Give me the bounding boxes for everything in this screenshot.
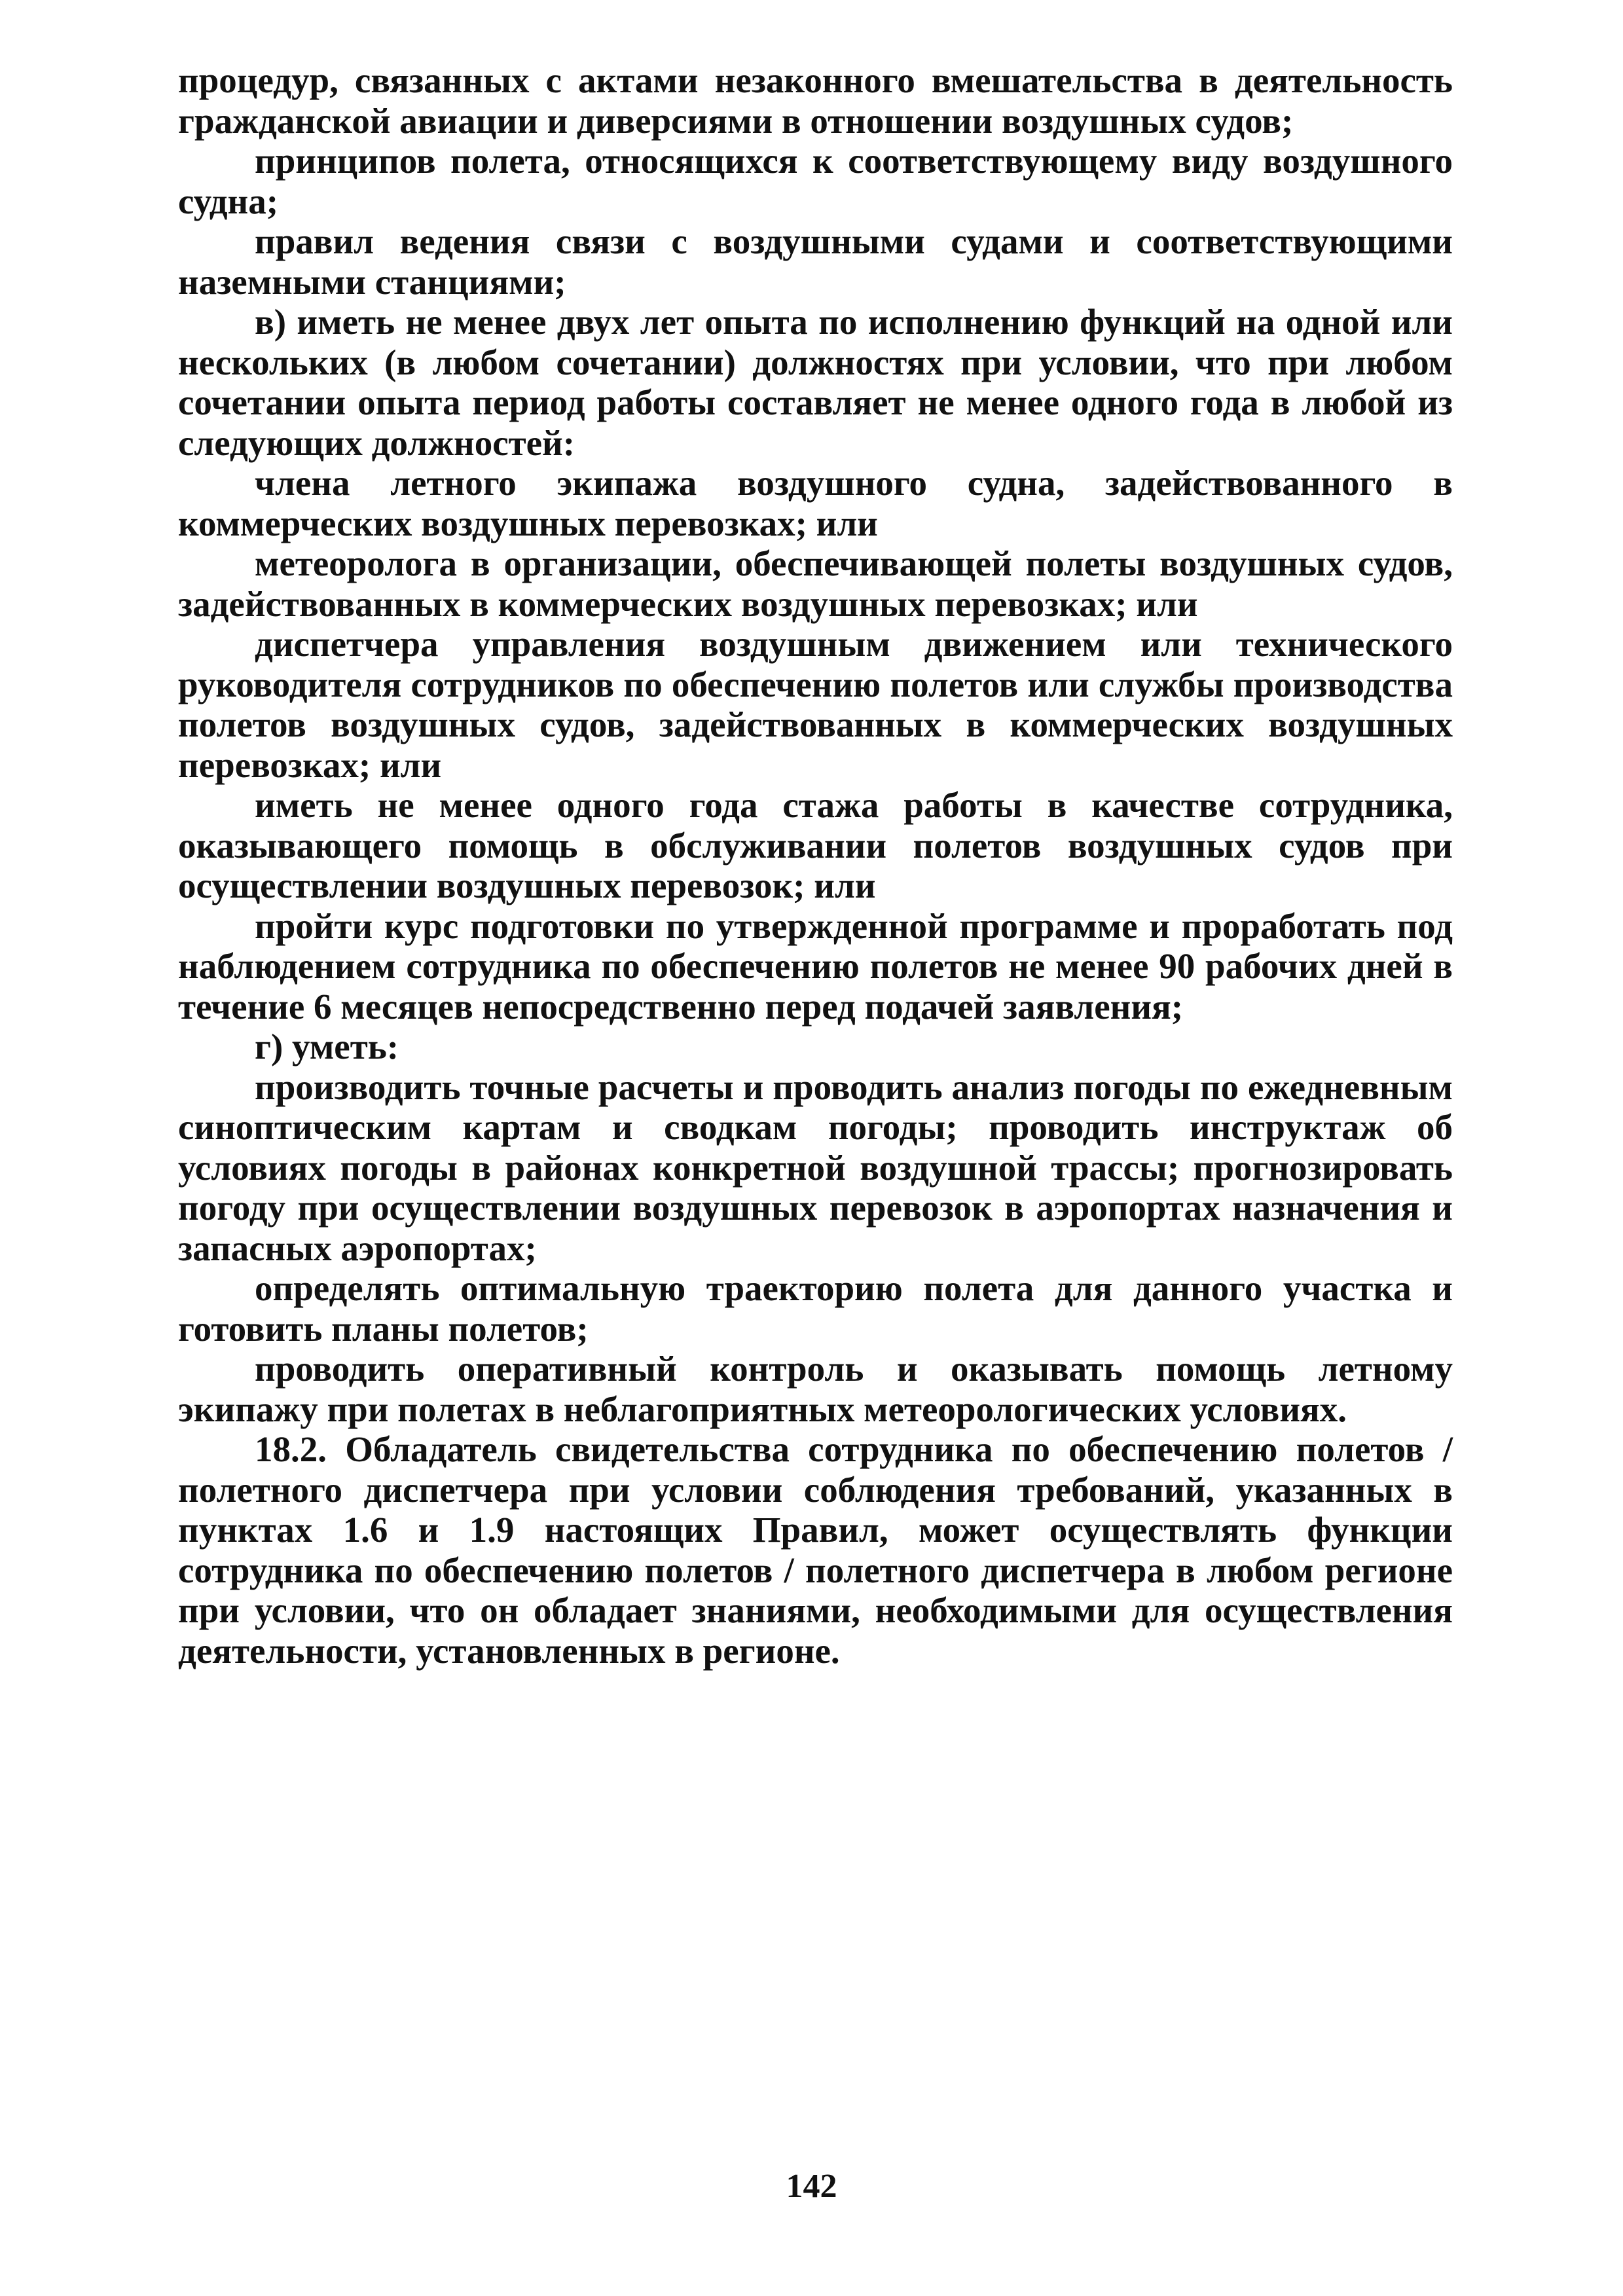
paragraph-6: метеоролога в организации, обеспечивающей полеты воздушных судов, задействованных в коммерческих воздушных перевозках; или (178, 543, 1453, 624)
paragraph-14: 18.2. Обладатель свидетельства сотрудника по обеспечению полетов / полетного диспетчера при условии соблюдения требований, указанных в пунктах 1.6 и 1.9 настоящих Правил, может осуществлять функции сотрудника по обеспечению полетов / полетного диспетчера в любом регионе при условии, что он обладает знаниями, необходимыми для осуществления деятельности, установленных в регионе. (178, 1429, 1453, 1671)
paragraph-7: диспетчера управления воздушным движением или технического руководителя сотрудников по обеспечению полетов или службы производства полетов воздушных судов, задействованных в коммерческих воздушных перевозках; или (178, 624, 1453, 785)
paragraph-13: проводить оперативный контроль и оказывать помощь летному экипажу при полетах в неблагоприятных метеорологических условиях. (178, 1349, 1453, 1429)
paragraph-1: процедур, связанных с актами незаконного вмешательства в деятельность гражданской авиации и диверсиями в отношении воздушных судов; (178, 60, 1453, 141)
paragraph-2: принципов полета, относящихся к соответствующему виду воздушного судна; (178, 141, 1453, 221)
paragraph-3: правил ведения связи с воздушными судами и соответствующими наземными станциями; (178, 221, 1453, 302)
page-number: 142 (786, 2168, 837, 2205)
document-body (178, 60, 1453, 1671)
paragraph-5: члена летного экипажа воздушного судна, задействованного в коммерческих воздушных перевозках; или (178, 463, 1453, 543)
paragraph-12: определять оптимальную траекторию полета для данного участка и готовить планы полетов; (178, 1268, 1453, 1349)
paragraph-11: производить точные расчеты и проводить анализ погоды по ежедневным синоптическим картам и сводкам погоды; проводить инструктаж об условиях погоды в районах конкретной воздушной трассы; прогнозировать погоду при осуществлении воздушных перевозок в аэропортах назначения и запасных аэропортах; (178, 1066, 1453, 1268)
paragraph-8: иметь не менее одного года стажа работы в качестве сотрудника, оказывающего помощь в обслуживании полетов воздушных судов при осуществлении воздушных перевозок; или (178, 785, 1453, 905)
paragraph-10: г) уметь: (255, 1027, 399, 1066)
paragraph-4: в) иметь не менее двух лет опыта по исполнению функций на одной или нескольких (в любом сочетании) должностях при условии, что при любом сочетании опыта период работы составляет не менее одного года в любой из следующих должностей: (178, 302, 1453, 463)
paragraph-9: пройти курс подготовки по утвержденной программе и проработать под наблюдением сотрудника по обеспечению полетов не менее 90 рабочих дней в течение 6 месяцев непосредственно перед подачей заявления; (178, 905, 1453, 1027)
